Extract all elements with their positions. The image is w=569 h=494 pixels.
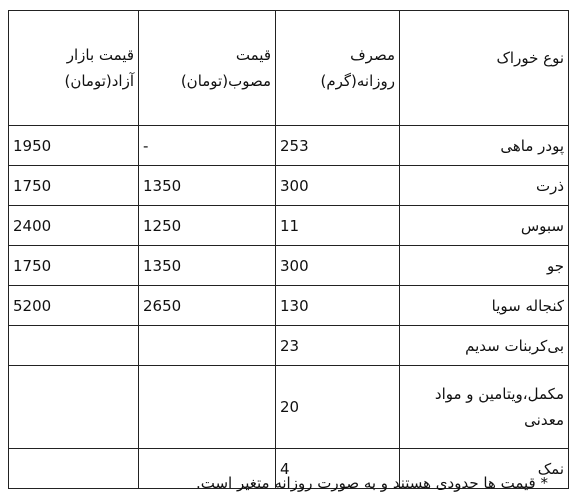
header-approved-price bbox=[139, 11, 276, 126]
cell-approved-price: 2650 bbox=[139, 286, 276, 326]
header-daily-use-line1: مصرف bbox=[350, 46, 395, 64]
header-daily-use bbox=[276, 11, 400, 126]
table-row bbox=[9, 366, 569, 449]
cell-feed-name: بی‌کربنات سدیم bbox=[400, 326, 569, 366]
cell-approved-price bbox=[139, 326, 276, 366]
price-footnote: * قیمت ها حدودی هستند و به صورت روزانه متغیر است. bbox=[195, 474, 548, 492]
table-row bbox=[9, 166, 569, 206]
cell-daily-use: 300 bbox=[276, 166, 400, 206]
cell-approved-price: 1350 bbox=[139, 166, 276, 206]
table-row bbox=[9, 246, 569, 286]
header-daily-use-line2: روزانه(گرم) bbox=[320, 72, 395, 90]
header-market-price-line1: قیمت بازار bbox=[66, 46, 134, 64]
header-feed-type-label: نوع خوراک bbox=[496, 49, 564, 67]
cell-daily-use: 253 bbox=[276, 126, 400, 166]
cell-daily-use: 23 bbox=[276, 326, 400, 366]
cell-market-price bbox=[9, 449, 139, 489]
cell-market-price: 1750 bbox=[9, 246, 139, 286]
table-row bbox=[9, 126, 569, 166]
cell-approved-price: - bbox=[139, 126, 276, 166]
cell-daily-use: 20 bbox=[276, 366, 400, 449]
header-approved-price-line2: مصوب(تومان) bbox=[180, 72, 271, 90]
cell-feed-name: کنجاله سویا bbox=[400, 286, 569, 326]
cell-daily-use: 11 bbox=[276, 206, 400, 246]
cell-market-price bbox=[9, 326, 139, 366]
cell-approved-price: 1250 bbox=[139, 206, 276, 246]
cell-feed-name: مکمل،ویتامین و مواد معدنی bbox=[400, 366, 569, 449]
cell-daily-use: 4 bbox=[276, 449, 400, 489]
cell-feed-name: پودر ماهی bbox=[400, 126, 569, 166]
cell-market-price: 1950 bbox=[9, 126, 139, 166]
cell-feed-name: ذرت bbox=[400, 166, 569, 206]
cell-feed-name: سبوس bbox=[400, 206, 569, 246]
header-feed-type bbox=[400, 11, 569, 126]
cell-market-price: 5200 bbox=[9, 286, 139, 326]
cell-daily-use: 130 bbox=[276, 286, 400, 326]
cell-market-price bbox=[9, 366, 139, 449]
header-market-price-line2: آزاد(تومان) bbox=[64, 72, 134, 90]
table-header-row bbox=[9, 11, 569, 126]
header-market-price bbox=[9, 11, 139, 126]
feed-price-table bbox=[8, 10, 569, 489]
header-approved-price-line1: قیمت bbox=[235, 46, 271, 64]
cell-approved-price: 1350 bbox=[139, 246, 276, 286]
cell-daily-use: 300 bbox=[276, 246, 400, 286]
table-row bbox=[9, 206, 569, 246]
cell-approved-price bbox=[139, 366, 276, 449]
cell-market-price: 2400 bbox=[9, 206, 139, 246]
table-row bbox=[9, 326, 569, 366]
cell-market-price: 1750 bbox=[9, 166, 139, 206]
table-row bbox=[9, 286, 569, 326]
cell-feed-name: نمک bbox=[400, 449, 569, 489]
cell-feed-name: جو bbox=[400, 246, 569, 286]
